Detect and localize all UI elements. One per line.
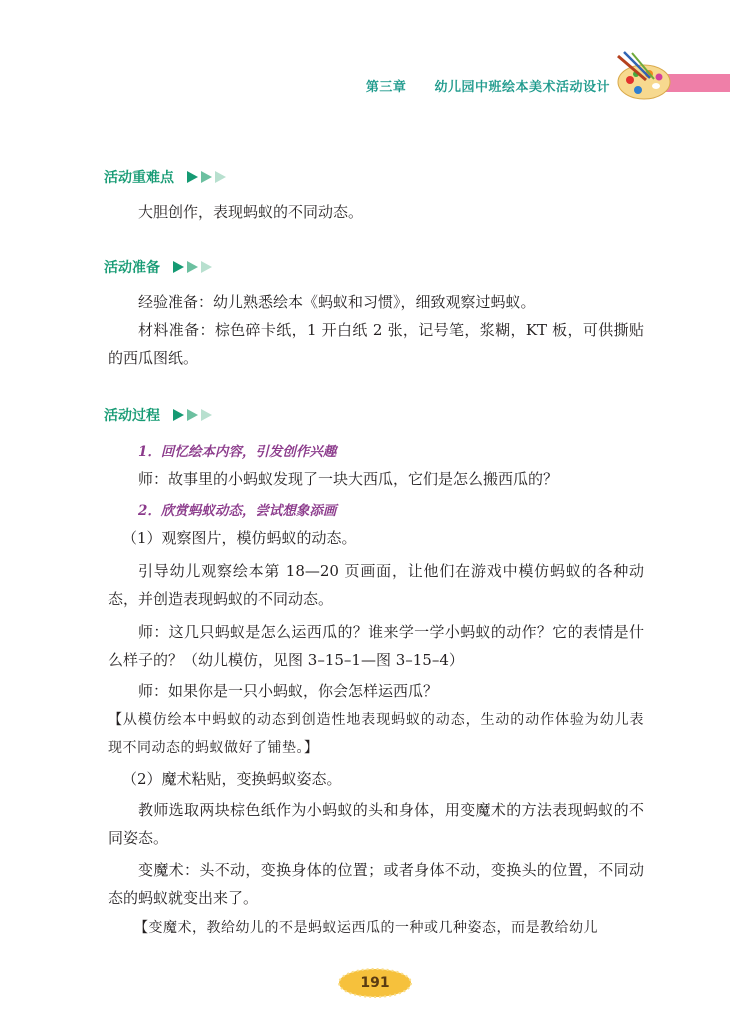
process-p1: 师：故事里的小蚂蚁发现了一块大西瓜，它们是怎么搬西瓜的？ [138,470,559,488]
step-1-heading: 1．回忆绘本内容，引发创作兴趣 [138,444,337,460]
process-p2: （1）观察图片，模仿蚂蚁的动态。 [122,529,357,547]
process-p6: （2）魔术粘贴，变换蚂蚁姿态。 [122,770,342,788]
triple-arrow-icon [173,409,215,421]
process-p8: 变魔术：头不动，变换身体的位置；或者身体不动，变换头的位置，不同动态的蚂蚁就变出来了。 [108,861,644,907]
triple-arrow-icon [187,171,229,183]
materials-prep: 材料准备：棕色碎卡纸，1 开白纸 2 张，记号笔，浆糊，KT 板，可供撕贴的西瓜图纸。 [108,321,644,367]
triple-arrow-icon [173,261,215,273]
key-points-text: 大胆创作，表现蚂蚁的不同动态。 [138,203,364,221]
experience-prep: 经验准备：幼儿熟悉绘本《蚂蚁和习惯》，细致观察过蚂蚁。 [138,293,536,311]
paint-palette-icon [612,50,672,102]
chapter-label: 第三章 [365,80,407,95]
section-title-preparation: 活动准备 [104,257,215,277]
running-header [366,76,610,95]
process-p5: 师：如果你是一只小蚂蚁，你会怎样运西瓜？ [138,682,439,700]
section-title-process: 活动过程 [104,405,215,425]
page-number: 191 [360,975,390,991]
note-2: 【变魔术，教给幼儿的不是蚂蚁运西瓜的一种或几种姿态，而是教给幼儿 [134,920,598,936]
chapter-title: 幼儿园中班绘本美术活动设计 [434,80,610,95]
section-title-key-points: 活动重难点 [104,167,229,187]
process-p4: 师：这几只蚂蚁是怎么运西瓜的？谁来学一学小蚂蚁的动作？它的表情是什么样子的？（幼儿模仿，见图 3–15–1—图 3–15–4） [108,623,644,669]
process-p7: 教师选取两块棕色纸作为小蚂蚁的头和身体，用变魔术的方法表现蚂蚁的不同姿态。 [108,801,644,847]
process-p3: 引导幼儿观察绘本第 18—20 页画面，让他们在游戏中模仿蚂蚁的各种动态，并创造表现蚂蚁的不同动态。 [108,562,644,608]
step-2-heading: 2．欣赏蚂蚁动态，尝试想象添画 [138,503,337,519]
page-number-badge [336,966,414,1000]
note-1: 【从模仿绘本中蚂蚁的动态到创造性地表现蚂蚁的动态，生动的动作体验为幼儿表现不同动态的蚂蚁做好了铺垫。】 [108,712,644,756]
